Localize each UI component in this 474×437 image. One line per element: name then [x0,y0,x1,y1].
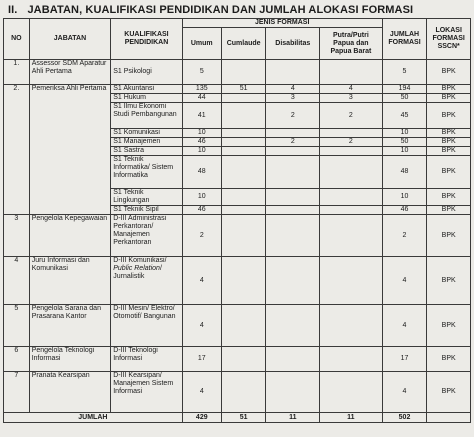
header-papua: Putra/Putri Papua dan Papua Barat [320,28,383,60]
row-disabilitas [266,347,320,372]
row-lokasi: BPK [427,60,471,85]
row-papua [320,156,383,189]
row-no: 5 [4,305,30,347]
row-no: 2. [4,85,30,215]
row-cumlaude [221,147,266,156]
section-heading: JABATAN, KUALIFIKASI PENDIDIKAN DAN JUMLAH ALOKASI FORMASI [27,4,414,16]
row-cumlaude [221,156,266,189]
header-jabatan: JABATAN [29,19,111,60]
row-cumlaude [221,103,266,129]
row-kualifikasi: S1 Komunikasi [111,129,182,138]
row-lokasi: BPK [427,206,471,215]
row-lokasi: BPK [427,138,471,147]
formasi-table [3,18,471,423]
table-row [4,85,471,94]
row-umum: 4 [182,257,221,305]
row-disabilitas [266,305,320,347]
row-jumlah: 10 [382,129,427,138]
row-disabilitas [266,156,320,189]
header-disabilitas: Disabilitas [266,28,320,60]
row-disabilitas [266,215,320,257]
row-lokasi: BPK [427,156,471,189]
total-row [4,413,471,423]
row-papua [320,60,383,85]
row-jumlah: 4 [382,372,427,413]
row-cumlaude [221,129,266,138]
row-jabatan: Pengelola Kepegawaian [29,215,111,257]
total-umum: 429 [182,413,221,423]
row-kualifikasi [111,257,182,305]
row-umum: 5 [182,60,221,85]
row-umum: 10 [182,189,221,206]
row-papua [320,305,383,347]
total-label: JUMLAH [4,413,183,423]
row-papua [320,257,383,305]
kualifikasi-suffix: / Jurnalistik [113,265,162,280]
row-no: 1. [4,60,30,85]
row-kualifikasi: S1 Ilmu Ekonomi Studi Pembangunan [111,103,182,129]
header-cumlaude: Cumlaude [221,28,266,60]
row-jabatan: Juru Informasi dan Komunikasi [29,257,111,305]
row-kualifikasi: D-III Mesin/ Elektro/ Otomotif/ Bangunan [111,305,182,347]
row-papua: 2 [320,138,383,147]
row-lokasi: BPK [427,215,471,257]
row-kualifikasi: S1 Teknik Informatika/ Sistem Informatika [111,156,182,189]
row-papua [320,189,383,206]
row-lokasi: BPK [427,189,471,206]
section-number: II. [8,4,18,16]
section-title [8,4,413,16]
row-lokasi: BPK [427,129,471,138]
row-papua [320,147,383,156]
row-papua [320,206,383,215]
row-lokasi: BPK [427,372,471,413]
table-row [4,305,471,347]
row-kualifikasi: S1 Sastra [111,147,182,156]
row-papua [320,347,383,372]
total-disabilitas: 11 [266,413,320,423]
table-row [4,257,471,305]
row-cumlaude [221,94,266,103]
row-disabilitas [266,129,320,138]
row-papua: 4 [320,85,383,94]
row-jumlah: 48 [382,156,427,189]
kualifikasi-prefix: D-III Komunikasi/ [113,257,167,264]
row-jumlah: 50 [382,138,427,147]
row-lokasi: BPK [427,94,471,103]
row-lokasi: BPK [427,147,471,156]
row-lokasi: BPK [427,103,471,129]
header-umum: Umum [182,28,221,60]
row-cumlaude [221,60,266,85]
row-disabilitas [266,257,320,305]
table-row [4,372,471,413]
row-umum: 41 [182,103,221,129]
row-disabilitas: 2 [266,103,320,129]
row-papua [320,129,383,138]
row-kualifikasi: D-III Kearsipan/ Manajemen Sistem Informasi [111,372,182,413]
row-jumlah: 2 [382,215,427,257]
row-cumlaude [221,206,266,215]
header-kualifikasi: KUALIFIKASI PENDIDIKAN [111,19,182,60]
header-no: NO [4,19,30,60]
row-kualifikasi: S1 Psikologi [111,60,182,85]
row-no: 3 [4,215,30,257]
row-disabilitas [266,206,320,215]
row-kualifikasi: S1 Hukum [111,94,182,103]
header-jumlah: JUMLAH FORMASI [382,19,427,60]
row-disabilitas: 3 [266,94,320,103]
row-umum: 4 [182,372,221,413]
row-lokasi: BPK [427,305,471,347]
row-jumlah: 5 [382,60,427,85]
row-jabatan: Pengelola Sarana dan Prasarana Kantor [29,305,111,347]
row-kualifikasi: S1 Teknik Lingkungan [111,189,182,206]
row-umum: 46 [182,206,221,215]
kualifikasi-italic: Public Relation [113,265,160,272]
row-no: 7 [4,372,30,413]
row-cumlaude [221,138,266,147]
row-disabilitas [266,189,320,206]
row-jabatan: Pemeriksa Ahli Pertama [29,85,111,215]
row-jumlah: 46 [382,206,427,215]
row-disabilitas: 2 [266,138,320,147]
row-jumlah: 4 [382,257,427,305]
row-umum: 44 [182,94,221,103]
row-cumlaude [221,215,266,257]
header-jenis-formasi: JENIS FORMASI [182,19,382,28]
row-disabilitas: 4 [266,85,320,94]
table-row [4,347,471,372]
row-papua: 2 [320,103,383,129]
row-jabatan: Assessor SDM Aparatur Ahli Pertama [29,60,111,85]
table-row [4,215,471,257]
row-jumlah: 45 [382,103,427,129]
row-kualifikasi: S1 Manajemen [111,138,182,147]
row-kualifikasi: D-III Administrasi Perkantoran/ Manajemen Perkantoran [111,215,182,257]
row-jabatan: Pranata Kearsipan [29,372,111,413]
row-umum: 4 [182,305,221,347]
row-no: 4 [4,257,30,305]
row-no: 6 [4,347,30,372]
row-umum: 46 [182,138,221,147]
row-cumlaude [221,257,266,305]
row-lokasi: BPK [427,85,471,94]
row-umum: 135 [182,85,221,94]
row-jumlah: 50 [382,94,427,103]
row-kualifikasi: D-III Teknologi Informasi [111,347,182,372]
row-cumlaude [221,347,266,372]
row-lokasi: BPK [427,347,471,372]
row-umum: 10 [182,147,221,156]
row-cumlaude [221,189,266,206]
row-papua [320,215,383,257]
row-umum: 17 [182,347,221,372]
row-disabilitas [266,372,320,413]
total-jumlah: 502 [382,413,427,423]
row-jumlah: 10 [382,189,427,206]
total-lokasi-blank [427,413,471,423]
row-papua [320,372,383,413]
row-jumlah: 194 [382,85,427,94]
row-jumlah: 10 [382,147,427,156]
row-umum: 48 [182,156,221,189]
header-lokasi: LOKASI FORMASI SSCN* [427,19,471,60]
row-kualifikasi: S1 Akuntansi [111,85,182,94]
row-cumlaude: 51 [221,85,266,94]
row-umum: 10 [182,129,221,138]
row-lokasi: BPK [427,257,471,305]
row-jumlah: 4 [382,305,427,347]
table-row [4,60,471,85]
row-papua: 3 [320,94,383,103]
total-cumlaude: 51 [221,413,266,423]
row-cumlaude [221,305,266,347]
row-cumlaude [221,372,266,413]
row-umum: 2 [182,215,221,257]
row-jabatan: Pengelola Teknologi Informasi [29,347,111,372]
row-disabilitas [266,147,320,156]
row-kualifikasi: S1 Teknik Sipil [111,206,182,215]
row-disabilitas [266,60,320,85]
row-jumlah: 17 [382,347,427,372]
total-papua: 11 [320,413,383,423]
